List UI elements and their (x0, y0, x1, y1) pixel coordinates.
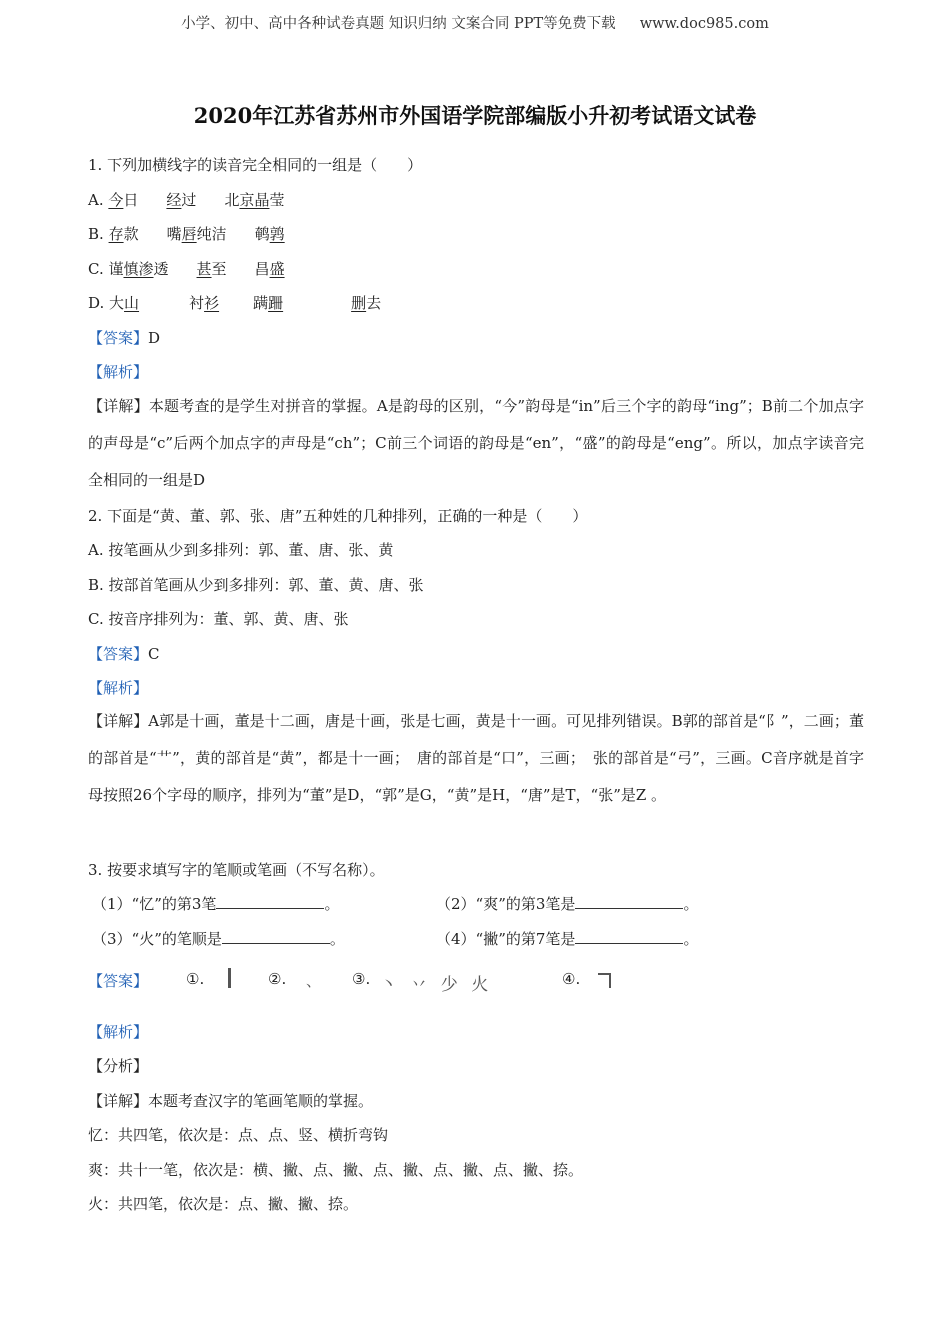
q3-part-1: （1）“忆”的第3笔 。 (92, 895, 340, 913)
dot-stroke-icon: 、 (306, 972, 322, 990)
answer-tag: 【答案】 (88, 645, 149, 663)
answer-blank (222, 929, 330, 944)
q2-detail: 【详解】A郭是十画，董是十二画，唐是十画，张是七画，黄是十一画。可见排列错误。B郭的部首是“阝”，二画；董的部首是“艹”，黄的部首是“黄”，都是十一画； 唐的部首是“口”，三画； 张的部首是“弓”，三画。C音序就是首字母按照26个字母的顺序，排列为“董”是D，“郭”是G，“黄”是H，“唐”是T，“张”是Z 。 (88, 712, 864, 804)
q3-detail-huo: 火：共四笔，依次是：点、撇、撇、捺。 (88, 1195, 359, 1213)
q2-option-b: B. 按部首笔画从少到多排列：郭、董、黄、唐、张 (88, 576, 424, 594)
header-site: www.doc985.com (639, 16, 769, 32)
q3-detail: 【详解】本题考查汉字的笔画笔顺的掌握。 (88, 1092, 374, 1110)
q3-detail-shuang: 爽：共十一笔，依次是：横、撇、点、撇、点、撇、点、撇、点、撇、捺。 (88, 1161, 584, 1179)
q3-part-2: （2）“爽”的第3笔是 。 (436, 895, 699, 913)
horizontal-fold-stroke-icon (598, 973, 611, 988)
q2-stem: 2. 下面是“黄、董、郭、张、唐”五种姓的几种排列，正确的一种是（ ） (88, 507, 588, 525)
answer-tag: 【答案】 (88, 329, 149, 347)
q2-option-a: A. 按笔画从少到多排列：郭、董、唐、张、黄 (88, 541, 394, 559)
answer-blank (216, 894, 324, 909)
q1-option-d: D. 大山 衬衫 蹒跚 删去 (88, 294, 382, 312)
answer-blank (575, 929, 683, 944)
q2-option-c: C. 按音序排列为：董、郭、黄、唐、张 (88, 610, 349, 628)
vertical-stroke-icon (228, 968, 231, 988)
q3-fenxi-tag: 【分析】 (88, 1057, 149, 1075)
answer-blank (575, 894, 683, 909)
q1-option-b: B. 存款 嘴唇纯洁 鹌鹑 (88, 225, 285, 243)
q1-answer: 【答案】D (88, 329, 161, 347)
q3-detail-yi: 忆：共四笔，依次是：点、点、竖、横折弯钩 (88, 1126, 389, 1144)
q3-part-4: （4）“撇”的第7笔是 。 (436, 930, 699, 948)
fire-stroke-sequence-icon: 丶 丷 少 火 (380, 975, 493, 995)
q1-option-a: A. 今日 经过 北京晶莹 (88, 191, 285, 209)
q3-analysis-tag: 【解析】 (88, 1023, 149, 1041)
header-text: 小学、初中、高中各种试卷真题 知识归纳 文案合同 PPT等免费下载 (181, 16, 616, 32)
q1-option-c: C. 谨慎渗透 甚至 昌盛 (88, 260, 285, 278)
page-header (0, 12, 950, 33)
q1-detail: 【详解】本题考查的是学生对拼音的掌握。A是韵母的区别，“今”韵母是“in”后三个字的韵母“ing”；B前二个加点字的声母是“c”后两个加点字的声母是“ch”；C前三个词语的韵母是“en”，“盛”的韵母是“eng”。所以，加点字读音完全相同的一组是D (88, 397, 864, 489)
q2-analysis-tag: 【解析】 (88, 679, 149, 697)
q1-stem: 1. 下列加横线字的读音完全相同的一组是（ ） (88, 156, 423, 174)
answer-tag: 【答案】 (88, 972, 149, 990)
q1-analysis-tag: 【解析】 (88, 363, 149, 381)
q2-answer: 【答案】C (88, 645, 160, 663)
q3-stem: 3. 按要求填写字的笔顺或笔画（不写名称）。 (88, 861, 385, 879)
page-title: 2020年江苏省苏州市外国语学院部编版小升初考试语文试卷 (193, 103, 757, 128)
q3-part-3: （3）“火”的笔顺是 。 (92, 930, 345, 948)
